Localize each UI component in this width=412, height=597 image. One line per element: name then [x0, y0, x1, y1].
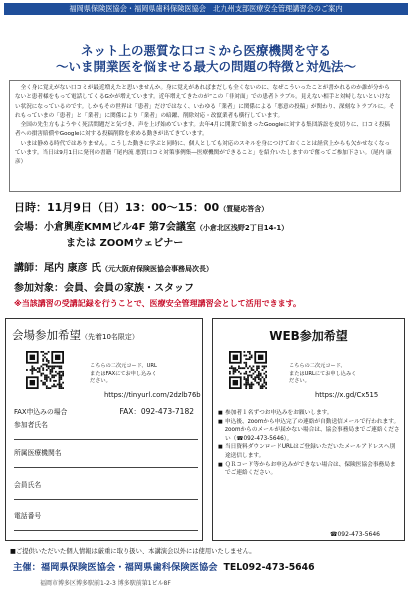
web-application-box: [212, 318, 405, 541]
web-notes-list: [218, 409, 400, 478]
fax-row: [14, 406, 200, 416]
venue-url-link[interactable]: https://tinyurl.com/2dzlb76b: [104, 391, 201, 399]
web-qr-note: [289, 363, 356, 386]
list-item: ■ 参加者１名ずつお申込みをお願いします。: [218, 409, 400, 418]
main-title: ネット上の悪質な口コミから医療機関を守る: [80, 43, 331, 58]
main-subtitle: ～いま開業医を悩ませる最大の問題の特徴と対処法～: [55, 59, 356, 74]
venue-title-note: （先着10名限定）: [81, 333, 139, 341]
web-box-title: WEB参加希望: [269, 329, 348, 343]
venue-title-text: 会場参加希望: [12, 328, 81, 342]
fax-label: FAX申込みの場合: [14, 408, 68, 416]
phone-number-field[interactable]: [14, 510, 198, 531]
intro-paragraph: 全く身に覚えがない口コミが最近増えたと思いませんか。身に覚えがあればまだしも全くないのに、なぜこういったことが書かれるのか誰が分からないと患者様をもって電話してくるGかが増えています。近年増えてきたのが“この「非対面」での患者トラブル。見えない相手と対峙しないといけない状況になっているのです。しかもその世界は「患者」だけではなく、いわゆる「業者」に関係による「悪意の投稿」が関わり、深刻なトラブルに。それもっていまの「患者」と「業者」に関係により「業者」の暗躍、削除対応・改竄業者も横行しています。: [15, 85, 395, 119]
web-contact-phone: ☎092-473-5646: [330, 531, 380, 538]
host-address: 福岡市博多区博多駅前1-2-3 博多駅前第1ビル8F: [40, 580, 171, 587]
speaker-note: （元大阪府保険医協会事務局次長）: [100, 265, 213, 273]
web-url-link[interactable]: https://x.gd/Cx515: [315, 391, 379, 399]
event-target: 参加対象：会員、会員の家族・スタッフ: [14, 283, 194, 294]
venue-qr-note: [90, 363, 157, 386]
fax-number: FAX：092-473-7182: [119, 407, 194, 416]
qr-note-line: ださい。: [289, 378, 310, 384]
qr-note-line: こちらの二次元コード、: [289, 363, 346, 369]
intro-paragraph: いまは静める時代ではありません。こうした動きに学ぶと同時に、個人としても対応のスキルを身につけておくことは経営上からも欠かせなくなっています。当日は9月1日に発刊の書籍「尾内流 悪質口コミ対策事例集―医療機関ができること」を紹介いたしますので奮ってご参加下さい。（尾内 康彦）: [15, 140, 392, 166]
intro-paragraph: 全国の先生方もようやく死活問題だと気づき、声を上げ始めています。去年4月に開業で始まったGoogleに対する集団訴訟を皮切りに、口コミ投稿者への損害賠償やGoogleに対する投稿削除を求める動きが出てきています。: [15, 122, 391, 138]
venue-address: （小倉北区浅野2丁目14-1）: [195, 224, 289, 232]
participant-name-field[interactable]: [14, 419, 198, 440]
member-name-field[interactable]: [14, 479, 198, 500]
field-label: 参加者氏名: [14, 421, 48, 429]
venue-text: 会場：小倉興産KMMビル4F 第7会議室: [14, 222, 196, 233]
privacy-note: ■ご提供いただいた個人情報は厳重に取り扱い、本講演会以外には使用いたしません。: [10, 548, 256, 555]
venue-qr-code-icon[interactable]: [26, 351, 64, 389]
venue-application-box: [5, 318, 203, 541]
institution-name-field[interactable]: [14, 447, 198, 468]
speaker-text: 講師：尾内 康彦 氏: [14, 263, 101, 274]
field-label: 会員氏名: [14, 481, 42, 489]
host-tel: TEL092-473-5646: [223, 562, 315, 573]
event-speaker: [14, 259, 213, 274]
datetime-note: （質疑応答含）: [219, 205, 269, 213]
field-label: 電話番号: [14, 512, 42, 520]
list-item: ■ ＱＲコード等からお申込みができない場合は、保険医協会事務局までご連絡ください。: [218, 461, 400, 478]
event-datetime: [14, 199, 268, 215]
event-venue: [14, 218, 288, 233]
intro-text-box: [9, 80, 401, 192]
qr-note-line: こちらの二次元コード、URL: [90, 363, 157, 369]
list-item: ■ 当日資料ダウンロードURLはご登録いただいたメールアドレスへ別途送信します。: [218, 443, 400, 460]
venue-box-title: [12, 327, 139, 343]
web-qr-code-icon[interactable]: [229, 351, 267, 389]
qr-note-line: またはURLにてお申し込みく: [289, 370, 357, 377]
qr-note-line: またはFAXにてお申し込みく: [90, 370, 157, 377]
event-online: または ZOOMウェビナー: [66, 238, 184, 249]
list-item: ■ 申込後、zoomから申込完了の連絡が自動送信メールで行われます。zoomからのメールが届かない場合は、協会事務局までご連絡ください（☎092-473-5646）。: [218, 418, 400, 444]
field-label: 所属医療機関名: [14, 449, 62, 457]
event-notice: ※当該講習の受講記録を行うことで、医療安全管理講習会として活用できます。: [14, 299, 301, 308]
header-banner: 福岡県保険医協会・福岡県歯科保険医協会 北九州支部医療安全管理講習会のご案内: [4, 3, 408, 15]
qr-note-line: ださい。: [90, 378, 111, 384]
host-text: 主催：福岡県保険医協会・福岡県歯科保険医協会: [13, 562, 218, 573]
datetime-text: 日時：11月9日（日）13：00～15：00: [14, 201, 220, 214]
host-line: [13, 559, 315, 573]
